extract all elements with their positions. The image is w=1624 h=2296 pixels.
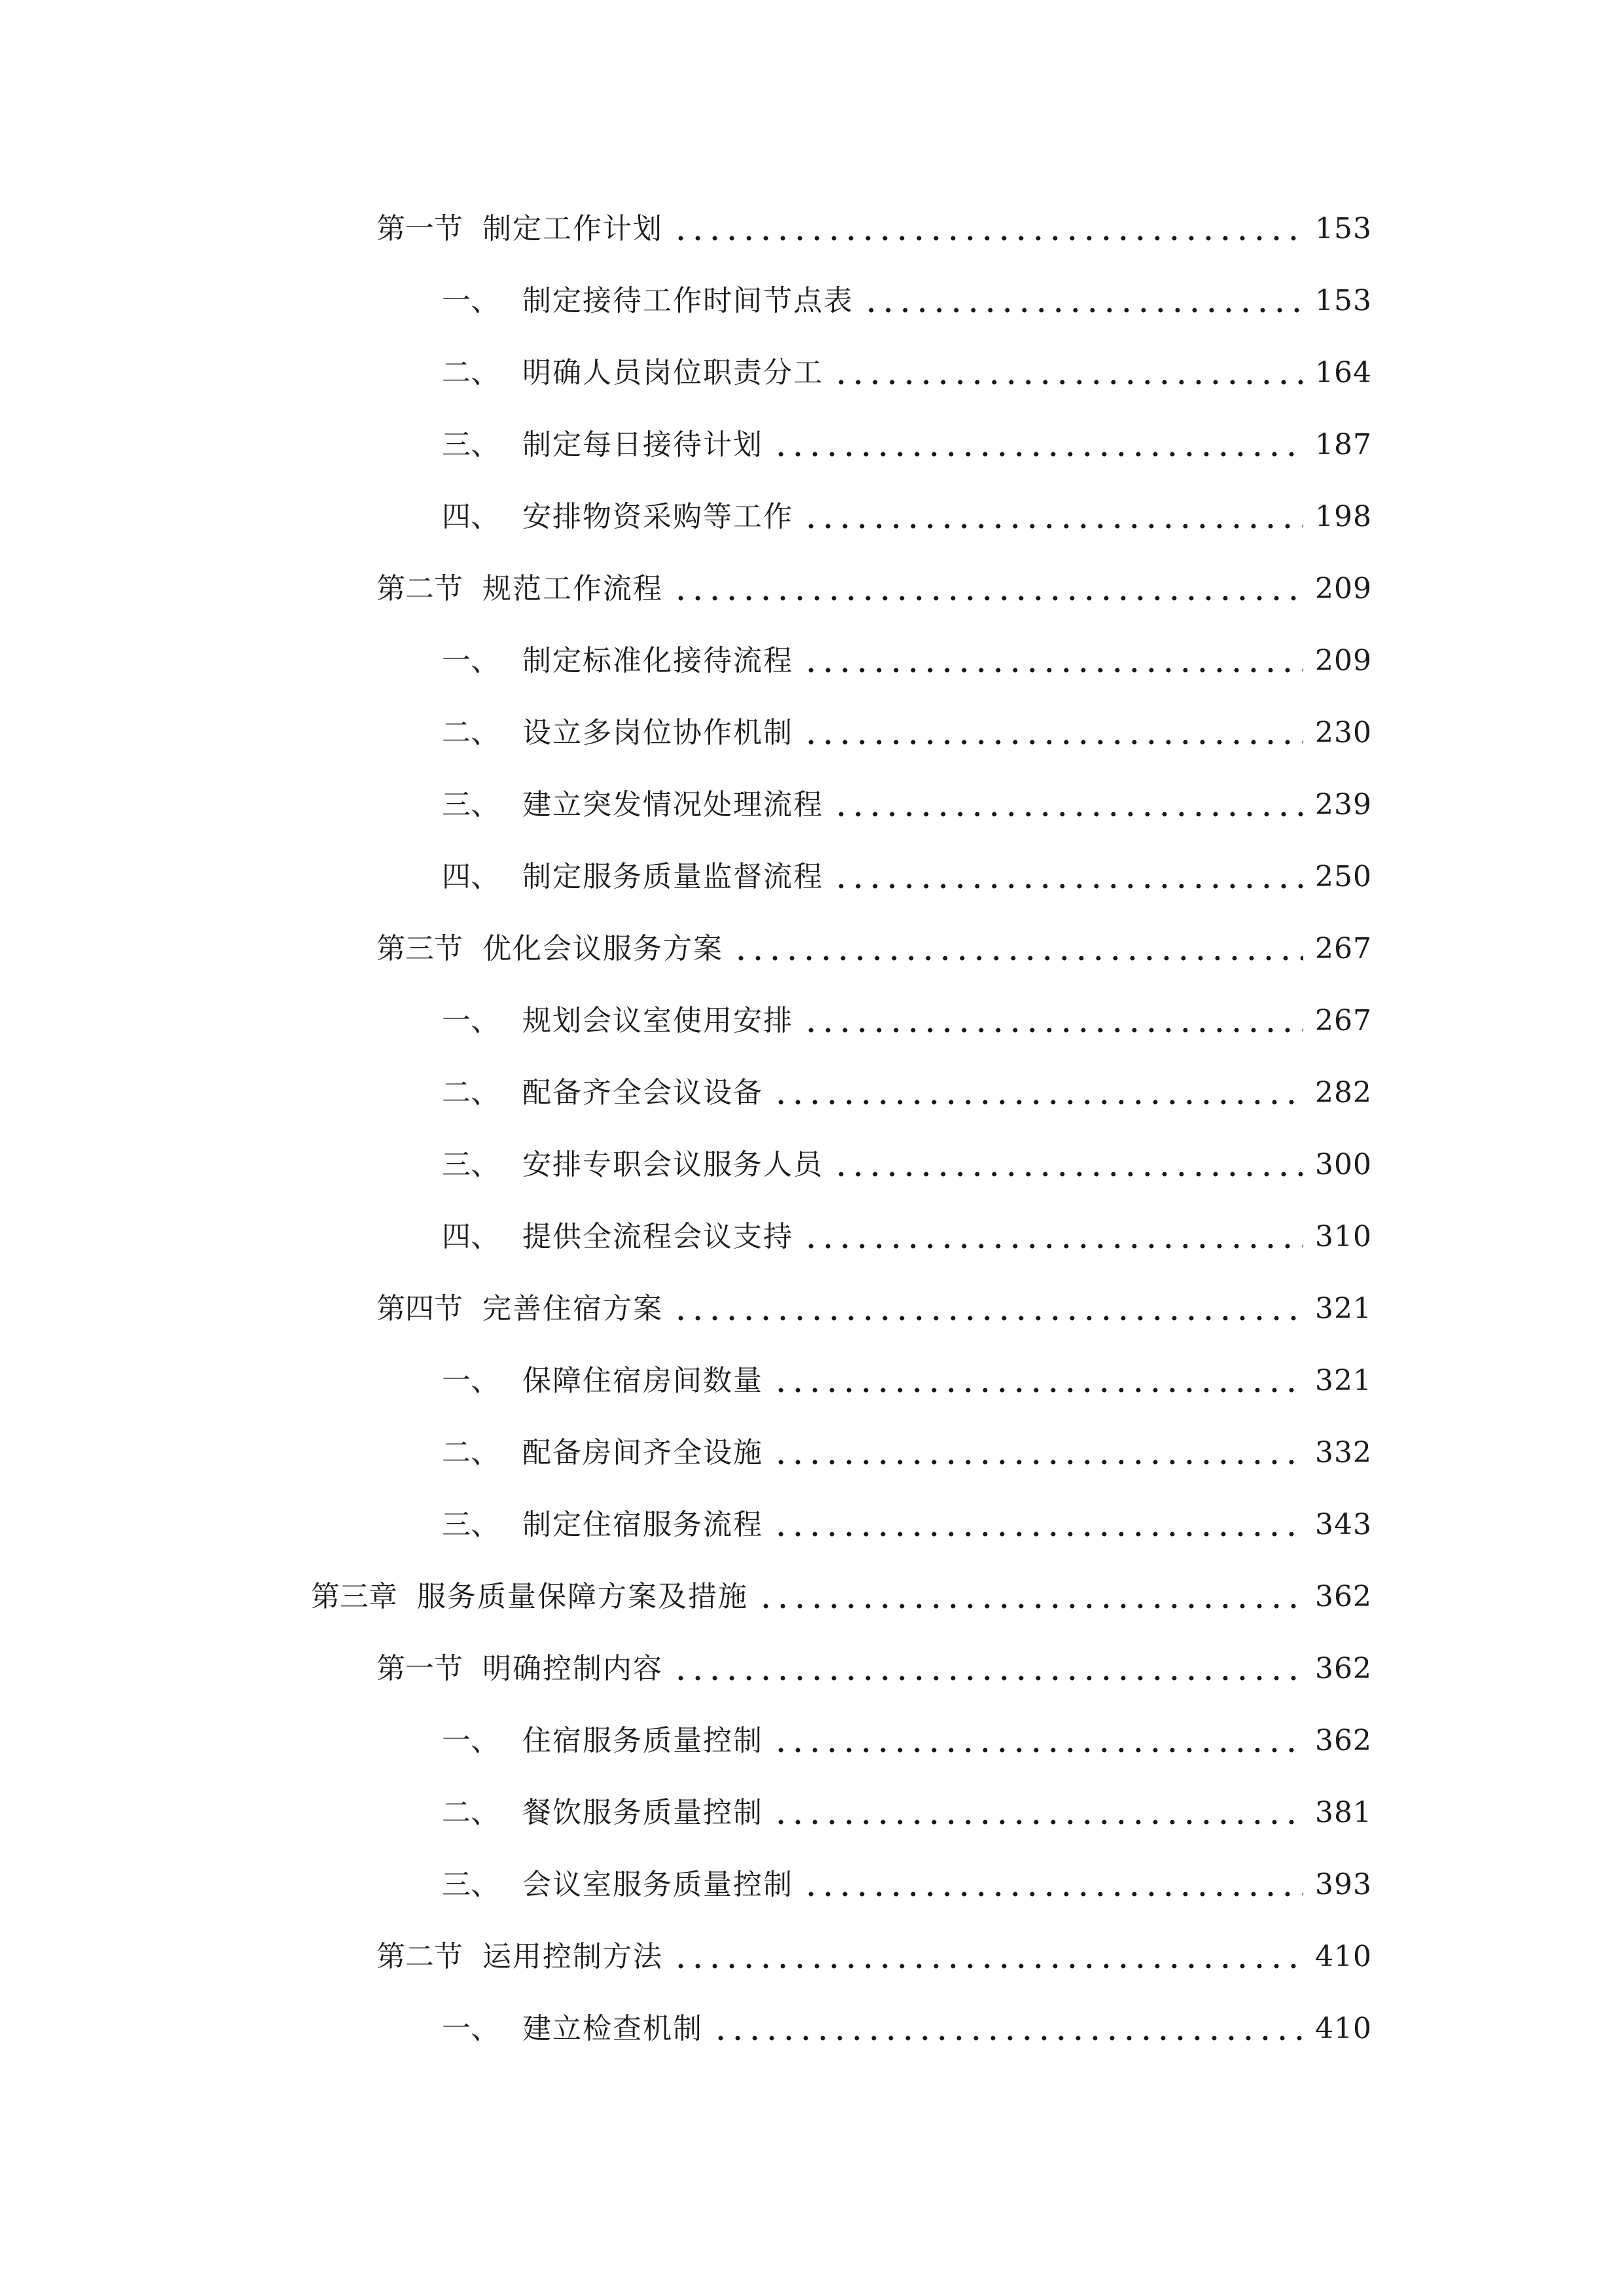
- toc-entry-number: 三、: [442, 1508, 499, 1541]
- toc-entry-item[interactable]: [442, 851, 1372, 903]
- dot-leader: [672, 203, 1303, 255]
- dot-leader: [772, 419, 1303, 471]
- toc-entry-page: 410: [1315, 2012, 1372, 2045]
- dot-leader: [803, 707, 1303, 759]
- toc-entry-item[interactable]: [442, 779, 1372, 831]
- toc-entry-page: 332: [1315, 1436, 1372, 1469]
- toc-entry-title: 规范工作流程: [482, 572, 663, 605]
- toc-entry-page: 362: [1315, 1580, 1372, 1613]
- toc-entry-title: 规划会议室使用安排: [522, 1004, 793, 1037]
- toc-entry-section[interactable]: [376, 923, 1372, 975]
- toc-entry-title: 保障住宿房间数量: [522, 1364, 763, 1397]
- toc-entry-number: 四、: [442, 500, 499, 533]
- toc-entry-section[interactable]: [376, 1931, 1372, 1983]
- toc-entry-number: 一、: [442, 284, 499, 317]
- dot-leader: [772, 1499, 1303, 1551]
- toc-entry-item[interactable]: [442, 1067, 1372, 1119]
- toc-entry-title: 安排物资采购等工作: [522, 500, 793, 533]
- toc-entry-page: 321: [1315, 1292, 1372, 1325]
- dot-leader: [803, 995, 1303, 1047]
- toc-entry-number: 第三章: [311, 1580, 397, 1613]
- toc-entry-number: 第一节: [376, 212, 463, 245]
- toc-entry-number: 三、: [442, 1868, 499, 1901]
- toc-entry-number: 二、: [442, 716, 499, 749]
- dot-leader: [772, 1427, 1303, 1479]
- toc-entry-title: 服务质量保障方案及措施: [417, 1580, 748, 1613]
- toc-entry-number: 第一节: [376, 1652, 463, 1685]
- toc-entry-title: 制定工作计划: [482, 212, 663, 245]
- toc-entry-title: 优化会议服务方案: [482, 932, 723, 965]
- toc-entry-title: 制定服务质量监督流程: [522, 860, 823, 893]
- toc-entry-page: 164: [1315, 356, 1372, 389]
- toc-entry-number: 二、: [442, 1076, 499, 1109]
- dot-leader: [672, 563, 1303, 615]
- toc-entry-page: 209: [1315, 572, 1372, 605]
- toc-entry-number: 一、: [442, 644, 499, 677]
- toc-entry-number: 一、: [442, 1724, 499, 1757]
- toc-entry-title: 明确控制内容: [482, 1652, 663, 1685]
- toc-entry-item[interactable]: [442, 419, 1372, 471]
- toc-entry-item[interactable]: [442, 491, 1372, 543]
- dot-leader: [833, 347, 1303, 399]
- toc-entry-page: 310: [1315, 1220, 1372, 1253]
- toc-entry-number: 三、: [442, 428, 499, 461]
- toc-entry-item[interactable]: [442, 2003, 1372, 2055]
- dot-leader: [732, 923, 1303, 975]
- toc-entry-item[interactable]: [442, 707, 1372, 759]
- dot-leader: [757, 1571, 1303, 1623]
- toc-entry-item[interactable]: [442, 1427, 1372, 1479]
- toc-entry-number: 三、: [442, 1148, 499, 1181]
- dot-leader: [772, 1355, 1303, 1407]
- toc-entry-item[interactable]: [442, 1859, 1372, 1911]
- toc-entry-page: 381: [1315, 1796, 1372, 1829]
- dot-leader: [863, 275, 1303, 327]
- toc-entry-page: 393: [1315, 1868, 1372, 1901]
- toc-entry-number: 二、: [442, 356, 499, 389]
- toc-entry-title: 住宿服务质量控制: [522, 1724, 763, 1757]
- toc-entry-section[interactable]: [376, 1643, 1372, 1695]
- toc-entry-page: 187: [1315, 428, 1372, 461]
- toc-entry-item[interactable]: [442, 347, 1372, 399]
- toc-entry-title: 提供全流程会议支持: [522, 1220, 793, 1253]
- toc-entry-number: 一、: [442, 1364, 499, 1397]
- toc-entry-number: 二、: [442, 1796, 499, 1829]
- toc-entry-number: 四、: [442, 1220, 499, 1253]
- toc-entry-item[interactable]: [442, 1139, 1372, 1191]
- toc-entry-page: 362: [1315, 1724, 1372, 1757]
- toc-entry-title: 建立检查机制: [522, 2012, 703, 2045]
- toc-entry-chapter[interactable]: [311, 1571, 1372, 1623]
- toc-entry-item[interactable]: [442, 1211, 1372, 1263]
- toc-entry-page: 239: [1315, 788, 1372, 821]
- toc-entry-page: 267: [1315, 1004, 1372, 1037]
- dot-leader: [672, 1931, 1303, 1983]
- toc-entry-number: 二、: [442, 1436, 499, 1469]
- toc-entry-title: 建立突发情况处理流程: [522, 788, 823, 821]
- toc-entry-number: 第二节: [376, 1940, 463, 1973]
- dot-leader: [803, 1859, 1303, 1911]
- toc-entry-page: 250: [1315, 860, 1372, 893]
- toc-entry-title: 运用控制方法: [482, 1940, 663, 1973]
- toc-entry-section[interactable]: [376, 203, 1372, 255]
- toc-entry-number: 三、: [442, 788, 499, 821]
- toc-entry-item[interactable]: [442, 995, 1372, 1047]
- toc-entry-page: 410: [1315, 1940, 1372, 1973]
- toc-entry-page: 321: [1315, 1364, 1372, 1397]
- toc-entry-page: 153: [1315, 212, 1372, 245]
- toc-entry-item[interactable]: [442, 1715, 1372, 1767]
- toc-entry-page: 230: [1315, 716, 1372, 749]
- toc-entry-page: 153: [1315, 284, 1372, 317]
- toc-entry-page: 282: [1315, 1076, 1372, 1109]
- dot-leader: [772, 1787, 1303, 1839]
- toc-entry-number: 一、: [442, 1004, 499, 1037]
- toc-entry-section[interactable]: [376, 1283, 1372, 1335]
- dot-leader: [833, 1139, 1303, 1191]
- dot-leader: [672, 1643, 1303, 1695]
- toc-entry-title: 餐饮服务质量控制: [522, 1796, 763, 1829]
- dot-leader: [672, 1283, 1303, 1335]
- toc-entry-title: 会议室服务质量控制: [522, 1868, 793, 1901]
- toc-entry-number: 第三节: [376, 932, 463, 965]
- toc-entry-page: 362: [1315, 1652, 1372, 1685]
- dot-leader: [712, 2003, 1303, 2055]
- toc-entry-title: 制定标准化接待流程: [522, 644, 793, 677]
- toc-entry-item[interactable]: [442, 1355, 1372, 1407]
- toc-entry-title: 完善住宿方案: [482, 1292, 663, 1325]
- toc-entry-item[interactable]: [442, 1787, 1372, 1839]
- dot-leader: [803, 1211, 1303, 1263]
- toc-entry-title: 制定住宿服务流程: [522, 1508, 763, 1541]
- toc-entry-page: 300: [1315, 1148, 1372, 1181]
- dot-leader: [833, 851, 1303, 903]
- toc-entry-title: 制定接待工作时间节点表: [522, 284, 854, 317]
- toc-entry-number: 第四节: [376, 1292, 463, 1325]
- toc-entry-page: 343: [1315, 1508, 1372, 1541]
- toc-entry-page: 267: [1315, 932, 1372, 965]
- toc-entry-item[interactable]: [442, 635, 1372, 687]
- toc-entry-number: 四、: [442, 860, 499, 893]
- toc-entry-title: 明确人员岗位职责分工: [522, 356, 823, 389]
- dot-leader: [803, 635, 1303, 687]
- dot-leader: [833, 779, 1303, 831]
- toc-entry-title: 配备齐全会议设备: [522, 1076, 763, 1109]
- dot-leader: [803, 491, 1303, 543]
- toc-entry-page: 209: [1315, 644, 1372, 677]
- toc-entry-title: 安排专职会议服务人员: [522, 1148, 823, 1181]
- toc-entry-item[interactable]: [442, 275, 1372, 327]
- toc-entry-number: 一、: [442, 2012, 499, 2045]
- toc-entry-title: 配备房间齐全设施: [522, 1436, 763, 1469]
- toc-entry-title: 制定每日接待计划: [522, 428, 763, 461]
- toc-entry-number: 第二节: [376, 572, 463, 605]
- dot-leader: [772, 1067, 1303, 1119]
- toc-entry-section[interactable]: [376, 563, 1372, 615]
- toc-entry-title: 设立多岗位协作机制: [522, 716, 793, 749]
- toc-entry-item[interactable]: [442, 1499, 1372, 1551]
- dot-leader: [772, 1715, 1303, 1767]
- toc-entry-page: 198: [1315, 500, 1372, 533]
